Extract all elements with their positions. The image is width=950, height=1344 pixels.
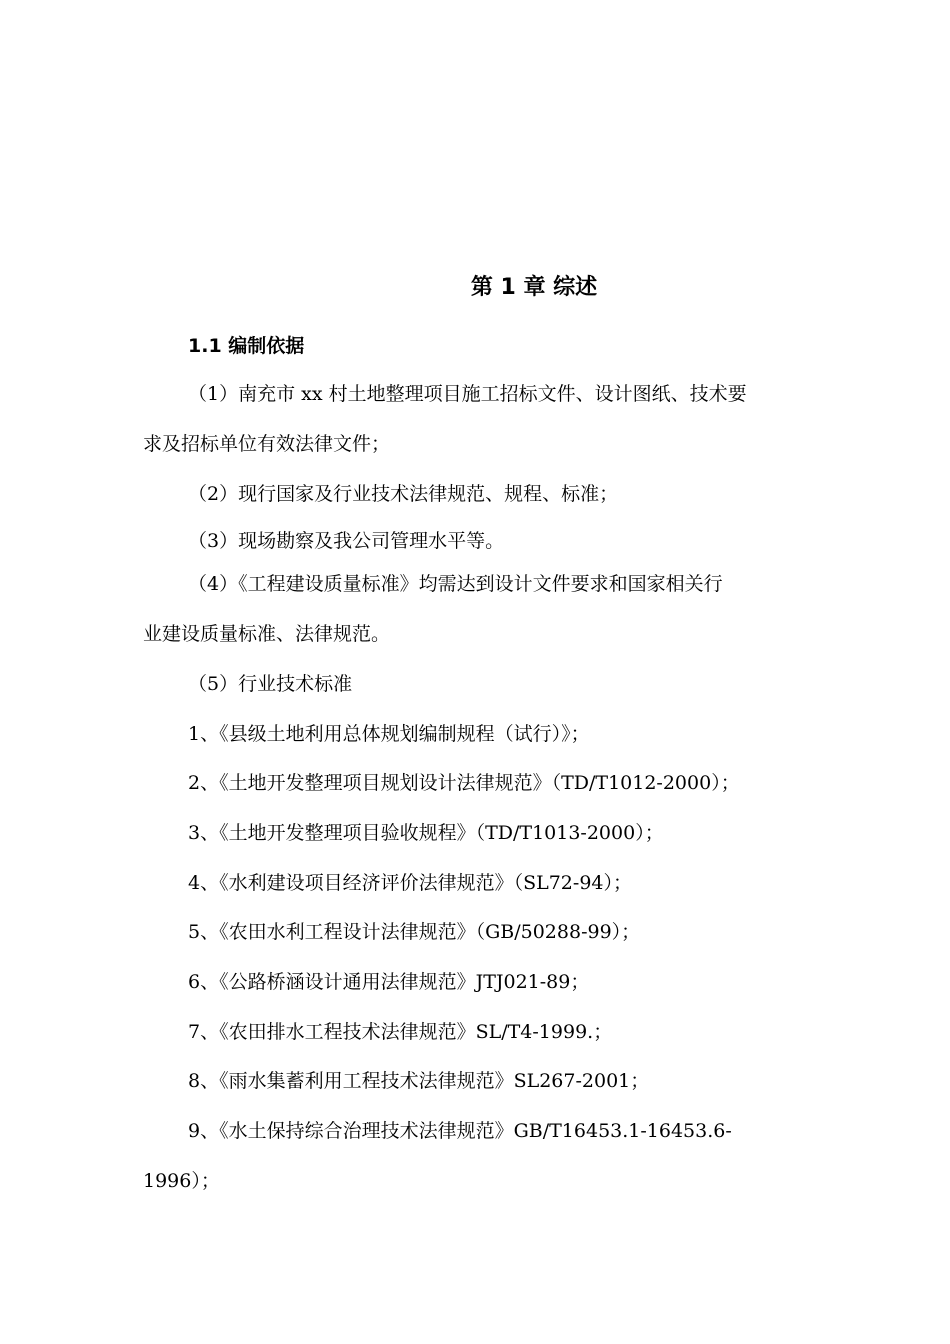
standard-item-7: 7、《农田排水工程技术法律规范》SL/T4-1999.； <box>188 1021 613 1043</box>
standard-item-1: 1、《县级土地利用总体规划编制规程（试行）》； <box>188 723 590 745</box>
paragraph-line-2: 求及招标单位有效法律文件； <box>143 433 391 455</box>
paragraph-line-4: （3）现场勘察及我公司管理水平等。 <box>188 530 505 552</box>
standard-item-4: 4、《水利建设项目经济评价法律规范》（SL72-94）； <box>188 872 632 894</box>
standard-item-3: 3、《土地开发整理项目验收规程》（TD/T1013-2000）； <box>188 822 664 844</box>
paragraph-line-5: （4）《工程建设质量标准》均需达到设计文件要求和国家相关行 <box>188 573 723 595</box>
standard-item-9: 9、《水土保持综合治理技术法律规范》GB/T16453.1-16453.6- <box>188 1120 732 1142</box>
paragraph-line-1: （1）南充市 xx 村土地整理项目施工招标文件、设计图纸、技术要 <box>188 383 747 405</box>
standard-item-2: 2、《土地开发整理项目规划设计法律规范》（TD/T1012-2000）； <box>188 772 740 794</box>
standard-item-5: 5、《农田水利工程设计法律规范》（GB/50288-99）； <box>188 921 641 943</box>
section-title: 1.1 编制依据 <box>188 335 305 357</box>
standard-item-6: 6、《公路桥涵设计通用法律规范》JTJ021-89； <box>188 971 590 993</box>
standard-item-8: 8、《雨水集蓄利用工程技术法律规范》SL267-2001； <box>188 1070 650 1092</box>
paragraph-line-3: （2）现行国家及行业技术法律规范、规程、标准； <box>188 483 619 505</box>
paragraph-line-6: 业建设质量标准、法律规范。 <box>143 623 391 645</box>
chapter-title: 第 1 章 综述 <box>470 275 598 300</box>
paragraph-line-7: （5）行业技术标准 <box>188 673 353 695</box>
standard-item-9-continuation: 1996）； <box>143 1170 220 1192</box>
